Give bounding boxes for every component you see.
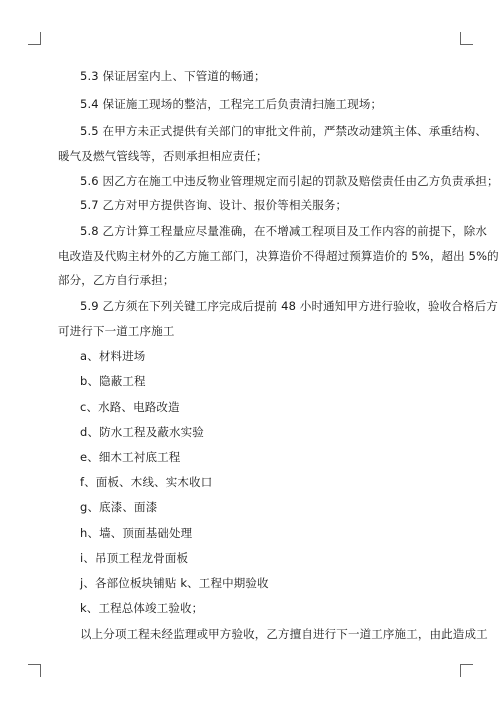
- list-item-h: h、墙、顶面基础处理: [80, 526, 193, 540]
- clause-5-9-continued: 可进行下一道工序施工: [58, 324, 175, 338]
- clause-5-5-continued: 暖气及燃气管线等，否则承担相应责任；: [58, 149, 268, 163]
- list-item-e: e、细木工衬底工程: [80, 450, 181, 464]
- clause-5-4: 5.4 保证施工现场的整洁，工程完工后负责清扫施工现场；: [80, 97, 383, 111]
- list-item-f: f、面板、木线、实木收口: [80, 475, 213, 489]
- clause-5-3: 5.3 保证居室内上、下管道的畅通；: [80, 69, 266, 83]
- clause-5-7: 5.7 乙方对甲方提供咨询、设计、报价等相关服务；: [80, 198, 348, 212]
- list-item-a: a、材料进场: [80, 349, 146, 363]
- list-item-d: d、防水工程及蔽水实验: [80, 425, 204, 439]
- clause-5-6: 5.6 因乙方在施工中违反物业管理规定而引起的罚款及赔偿责任由乙方负责承担；: [80, 174, 499, 188]
- list-item-k: k、工程总体竣工验收；: [80, 601, 204, 615]
- crop-mark-bottom-right: [460, 664, 473, 677]
- clause-5-5: 5.5 在甲方未正式提供有关部门的审批文件前，严禁改动建筑主体、承重结构、: [80, 124, 487, 138]
- clause-5-8-continued: 电改造及代购主材外的乙方施工部门，决算造价不得超过预算造价的 5%，超出 5%的: [58, 249, 499, 263]
- clause-5-8-end: 部分，乙方自行承担；: [58, 273, 175, 287]
- crop-mark-top-right: [460, 32, 473, 45]
- list-item-g: g、底漆、面漆: [80, 500, 158, 514]
- list-item-i: i、吊顶工程龙骨面板: [80, 551, 189, 565]
- clause-5-8: 5.8 乙方计算工程量应尽量准确，在不增减工程项目及工作内容的前提下，除水: [80, 224, 487, 238]
- list-item-j: j、各部位板块铺贴 k、工程中期验收: [80, 576, 269, 590]
- clause-5-9: 5.9 乙方须在下列关键工序完成后提前 48 小时通知甲方进行验收，验收合格后方: [80, 299, 498, 313]
- closing-paragraph: 以上分项工程未经监理或甲方验收，乙方擅自进行下一道工序施工，由此造成工: [80, 627, 488, 641]
- list-item-b: b、隐蔽工程: [80, 374, 146, 388]
- list-item-c: c、水路、电路改造: [80, 400, 180, 414]
- crop-mark-top-left: [28, 32, 41, 45]
- crop-mark-bottom-left: [28, 664, 41, 677]
